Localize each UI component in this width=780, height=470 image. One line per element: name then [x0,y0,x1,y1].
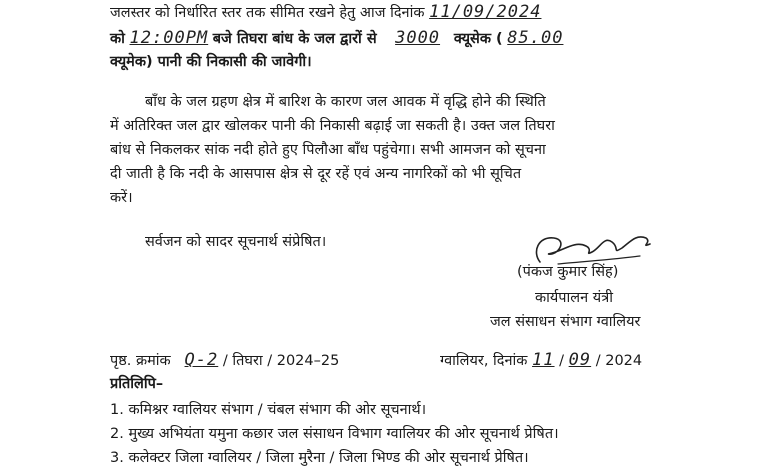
signatory-office: जल संसाधन संभाग ग्वालियर [490,314,641,330]
ref-place-date: ग्वालियर, दिनांक [440,353,528,369]
para1-line1 [110,2,541,23]
handwritten-cusec: 3000 [395,28,441,48]
ref-mid: / तिघरा / 2024–25 [222,353,340,369]
para1-line2-b: बजे तिघरा बांध के जल द्वारों से [212,31,377,47]
handwritten-month: 09 [568,350,592,370]
para2-line2: में अतिरिक्त जल द्वार खोलकर पानी की निकासी बढ़ाई जा सकती है। उक्त जल तिघरा [110,118,555,134]
para2-line1: बाँध के जल ग्रहण क्षेत्र में बारिश के कारण जल आवक में वृद्धि होने की स्थिति [145,94,546,110]
reference-date: ग्वालियर, दिनांक 11 / 09 / 2024 [440,350,643,370]
copy-item-3: 3. कलेक्टर जिला ग्वालियर / जिला मुरैना / जिला भिण्ड की ओर सूचनार्थ प्रेषित। [110,450,529,466]
para1-line2-c: क्यूसेक ( [453,31,503,47]
ref-year: / 2024 [595,353,643,369]
copy-item-2: 2. मुख्य अभियंता यमुना कछार जल संसाधन विभाग ग्वालियर की ओर सूचनार्थ प्रेषित। [110,426,559,442]
para1-line2-a: को [110,31,125,47]
handwritten-date: 11/09/2024 [429,2,542,22]
signatory-name: (पंकज कुमार सिंह) [517,264,619,280]
handwritten-ref-number: Q-2 [184,350,219,370]
handwritten-day: 11 [532,350,555,370]
para2-line4: दी जाती है कि नदी के आसपास क्षेत्र से दूर रहें एवं अन्य नागरिकों को भी सूचित [110,166,522,182]
copy-heading: प्रतिलिपि– [110,376,164,392]
para1-line3: क्यूमेक) पानी की निकासी की जावेगी। [110,54,312,70]
handwritten-time: 12:00PM [129,28,209,48]
signatory-designation: कार्यपालन यंत्री [535,290,613,306]
copy-item-1: 1. कमिश्नर ग्वालियर संभाग / चंबल संभाग की ओर सूचनार्थ। [110,402,427,418]
para1-line2 [110,28,563,49]
ref-prefix: पृष्ठ. क्रमांक [110,353,171,369]
para2-line3: बांध से निकलकर सांक नदी होते हुए पिलौआ बाँध पहुंचेगा। सभी आमजन को सूचना [110,142,546,158]
para1-line1-text: जलस्तर को निर्धारित स्तर तक सीमित रखने हेतु आज दिनांक [110,5,425,21]
para2-line5: करें। [110,190,133,206]
reference-line [110,350,339,371]
para3: सर्वजन को सादर सूचनार्थ संप्रेषित। [145,234,327,250]
handwritten-cumec: 85.00 [507,28,564,48]
